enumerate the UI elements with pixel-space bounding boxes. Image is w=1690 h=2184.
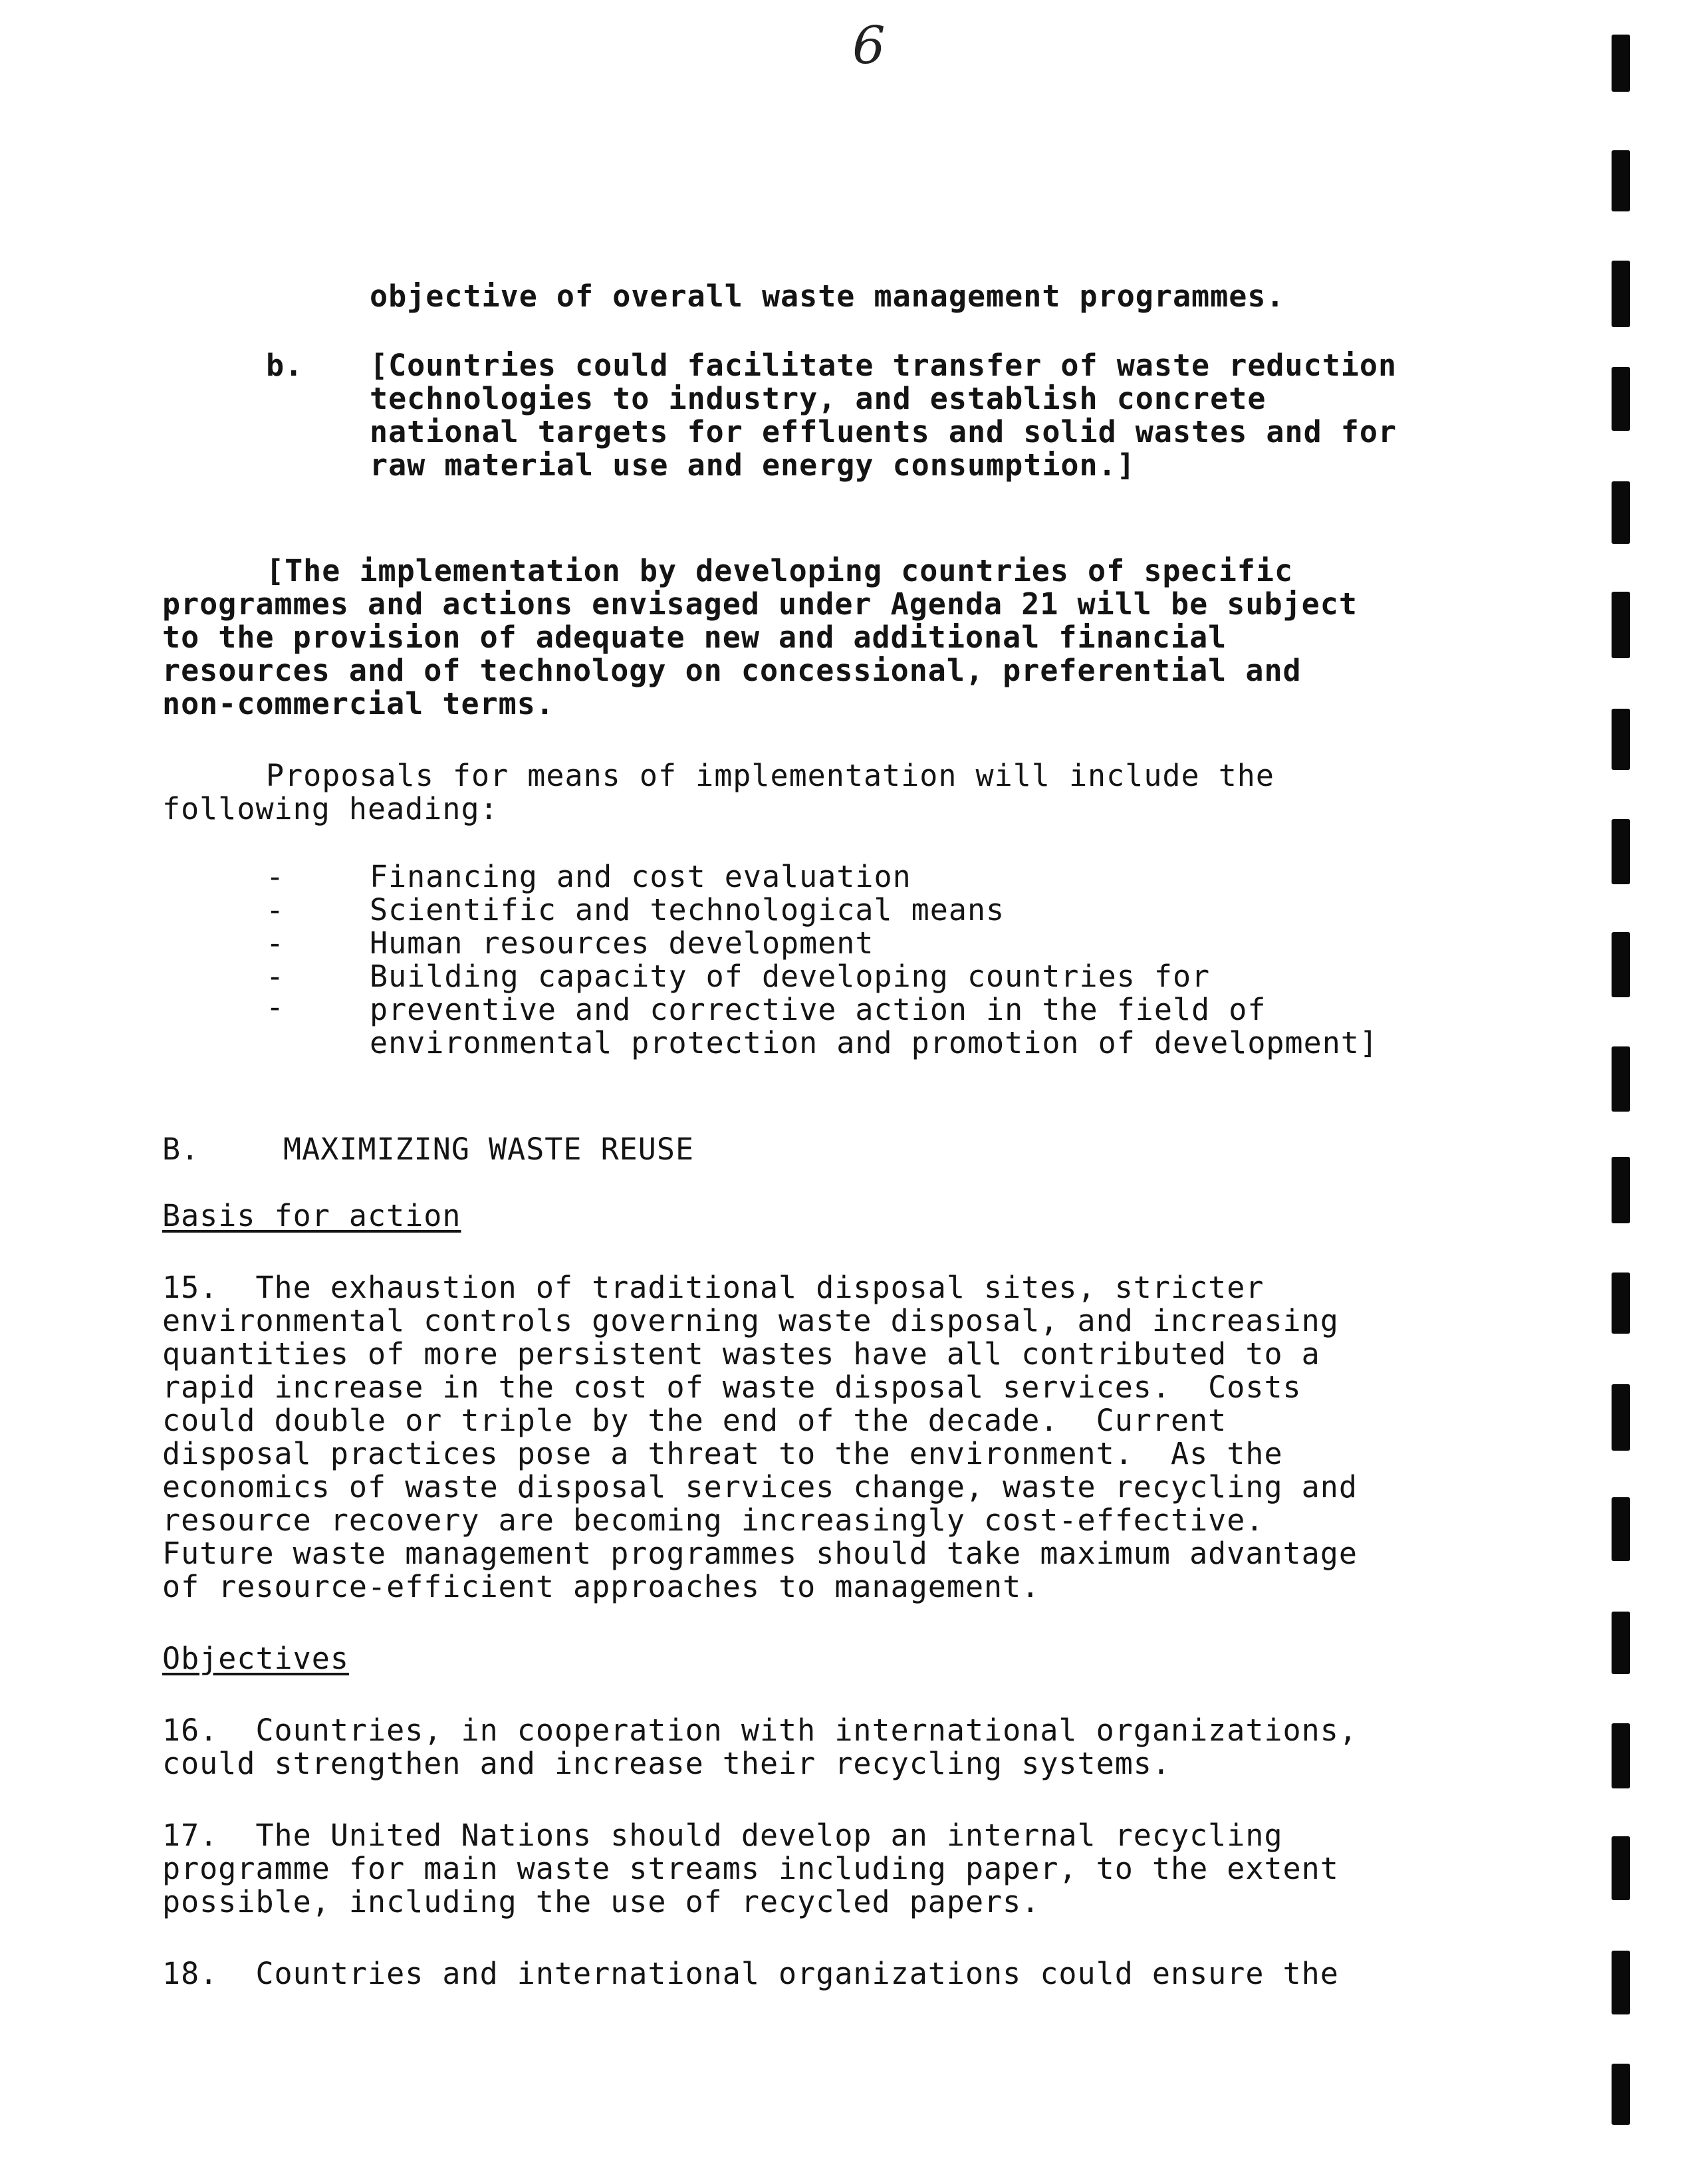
scan-mark <box>1612 481 1630 544</box>
scan-mark <box>1612 1046 1630 1112</box>
scan-mark <box>1612 1836 1630 1900</box>
para-17-line: 17. The United Nations should develop an internal recycling <box>162 1818 1283 1853</box>
para-15-line: of resource-efficient approaches to management. <box>162 1569 1040 1604</box>
implementation-line: non-commercial terms. <box>162 686 554 721</box>
item-b-line: [Countries could facilitate transfer of waste reduction <box>370 348 1397 383</box>
section-label: B. <box>162 1132 200 1167</box>
para-16-line: could strengthen and increase their recycling systems. <box>162 1746 1171 1781</box>
scan-mark <box>1612 1951 1630 2014</box>
scan-mark <box>1612 1723 1630 1788</box>
bullet-item: preventive and corrective action in the field of <box>370 992 1267 1027</box>
item-b-line: raw material use and energy consumption.] <box>370 447 1136 483</box>
bullet-dash: - <box>266 989 285 1025</box>
scan-mark <box>1612 932 1630 997</box>
scan-mark <box>1612 819 1630 884</box>
bullet-item: Human resources development <box>370 925 874 961</box>
scan-mark <box>1612 1273 1630 1334</box>
implementation-line: to the provision of adequate new and additional financial <box>162 620 1227 655</box>
bullet-item: environmental protection and promotion of development] <box>370 1025 1378 1060</box>
bullet-dash: - <box>266 892 285 927</box>
proposals-line: Proposals for means of implementation will include the <box>266 758 1274 793</box>
para-16-line: 16. Countries, in cooperation with international organizations, <box>162 1713 1358 1748</box>
scan-mark <box>1612 592 1630 658</box>
scan-mark <box>1612 1497 1630 1561</box>
bullet-item: Financing and cost evaluation <box>370 859 911 894</box>
para-15-line: could double or triple by the end of the decade. Current <box>162 1403 1227 1438</box>
para-18-line: 18. Countries and international organizations could ensure the <box>162 1956 1339 1991</box>
scan-mark <box>1612 261 1630 327</box>
item-b-line: national targets for effluents and solid wastes and for <box>370 414 1397 449</box>
item-b-label: b. <box>266 348 304 383</box>
para-15-line: economics of waste disposal services change, waste recycling and <box>162 1469 1358 1505</box>
scan-mark <box>1612 2064 1630 2125</box>
para-15-line: Future waste management programmes should take maximum advantage <box>162 1536 1358 1571</box>
para-17-line: programme for main waste streams including paper, to the extent <box>162 1851 1339 1886</box>
proposals-line: following heading: <box>162 791 499 826</box>
scan-mark <box>1612 35 1630 92</box>
page-number: 6 <box>852 16 886 76</box>
para-17-line: possible, including the use of recycled papers. <box>162 1884 1040 1919</box>
para-15-line: rapid increase in the cost of waste disposal services. Costs <box>162 1370 1302 1405</box>
item-b-line: technologies to industry, and establish concrete <box>370 381 1267 416</box>
bullet-dash: - <box>266 859 285 894</box>
para-15-line: environmental controls governing waste disposal, and increasing <box>162 1303 1339 1338</box>
continuation-line: objective of overall waste management programmes. <box>370 279 1285 314</box>
bullet-dash: - <box>266 925 285 961</box>
scan-mark <box>1612 367 1630 431</box>
basis-heading: Basis for action <box>162 1198 461 1233</box>
scan-mark <box>1612 1612 1630 1674</box>
implementation-line: resources and of technology on concessional, preferential and <box>162 653 1302 688</box>
para-15-line: quantities of more persistent wastes have all contributed to a <box>162 1336 1320 1372</box>
para-15-line: resource recovery are becoming increasingly cost-effective. <box>162 1503 1265 1538</box>
bullet-item: Building capacity of developing countries for <box>370 959 1211 994</box>
bullet-dash: - <box>266 959 285 994</box>
section-title: MAXIMIZING WASTE REUSE <box>283 1132 695 1167</box>
objectives-heading: Objectives <box>162 1641 349 1676</box>
implementation-line: [The implementation by developing countries of specific <box>266 553 1294 588</box>
bullet-item: Scientific and technological means <box>370 892 1005 927</box>
scan-mark <box>1612 150 1630 211</box>
scan-mark <box>1612 1157 1630 1223</box>
scan-mark <box>1612 709 1630 770</box>
para-15-line: disposal practices pose a threat to the environment. As the <box>162 1436 1283 1471</box>
scan-mark <box>1612 1384 1630 1451</box>
implementation-line: programmes and actions envisaged under Agenda 21 will be subject <box>162 586 1358 622</box>
para-15-line: 15. The exhaustion of traditional disposal sites, stricter <box>162 1270 1265 1305</box>
